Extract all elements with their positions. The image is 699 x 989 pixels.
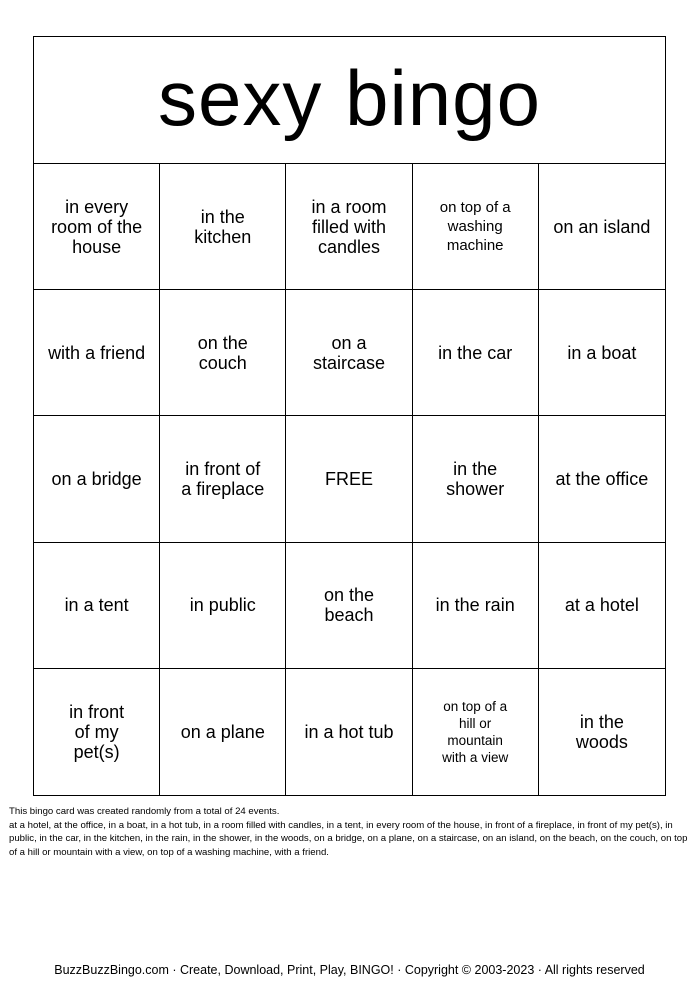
- bingo-cell: [286, 543, 412, 669]
- bingo-cell: [286, 669, 412, 795]
- title-row: [34, 37, 665, 164]
- bingo-cell: [286, 164, 412, 290]
- card-title: sexy bingo: [158, 54, 541, 142]
- bingo-cell: [160, 290, 286, 416]
- bingo-cell: [34, 290, 160, 416]
- free-space: [286, 416, 412, 542]
- bingo-cell: [413, 164, 539, 290]
- cell-text: in the kitchen: [194, 206, 252, 247]
- cell-text: on top of a hill or mountain with a view: [442, 698, 509, 765]
- cell-text: in a tent: [64, 595, 129, 616]
- bingo-cell: [34, 543, 160, 669]
- bingo-cell: [539, 164, 665, 290]
- bingo-cell: [413, 416, 539, 542]
- bingo-cell: [539, 416, 665, 542]
- cell-text: in public: [189, 595, 256, 616]
- cell-text: FREE: [324, 468, 373, 489]
- site-footer: BuzzBuzzBingo.com · Create, Download, Print, Play, BINGO! · Copyright © 2003-2023 · All rights reserved: [54, 963, 645, 977]
- cell-text: in the woods: [575, 711, 628, 752]
- cell-text: on an island: [553, 216, 651, 237]
- cell-text: on a bridge: [51, 468, 142, 489]
- cell-text: on top of a washing machine: [439, 199, 511, 255]
- cell-text: in the car: [438, 342, 513, 363]
- card-info: [9, 805, 693, 859]
- cell-text: with a friend: [48, 342, 146, 363]
- bingo-cell: [539, 669, 665, 795]
- cell-text: in front of my pet(s): [69, 701, 125, 762]
- cell-text: in every room of the house: [51, 196, 143, 257]
- cell-text: in a hot tub: [304, 721, 394, 742]
- bingo-cell: [160, 669, 286, 795]
- created-note: This bingo card was created randomly from a total of 24 events.: [9, 806, 280, 817]
- bingo-cell: [34, 669, 160, 795]
- bingo-cell: [286, 290, 412, 416]
- bingo-cell: [539, 290, 665, 416]
- bingo-cell: [34, 416, 160, 542]
- bingo-cell: [413, 290, 539, 416]
- cell-text: on a plane: [180, 721, 265, 742]
- bingo-cell: [413, 543, 539, 669]
- cell-text: in a room filled with candles: [311, 196, 387, 257]
- cell-text: at the office: [555, 468, 649, 489]
- cell-text: on a staircase: [312, 332, 385, 373]
- cell-text: in the shower: [446, 458, 505, 499]
- cell-text: in the rain: [435, 595, 515, 616]
- cell-text: on the beach: [323, 585, 374, 626]
- bingo-cell: [160, 543, 286, 669]
- cell-text: in front of a fireplace: [181, 458, 265, 499]
- bingo-grid: [34, 164, 665, 795]
- cell-text: on the couch: [197, 332, 248, 373]
- bingo-cell: [34, 164, 160, 290]
- bingo-card: [33, 36, 666, 796]
- bingo-cell: [413, 669, 539, 795]
- bingo-cell: [160, 416, 286, 542]
- bingo-cell: [160, 164, 286, 290]
- cell-text: in a boat: [567, 342, 637, 363]
- cell-text: at a hotel: [564, 595, 639, 616]
- events-list: at a hotel, at the office, in a boat, in a hot tub, in a room filled with candles, in a tent, in every room of the house, in front of a fireplace, in front of my pet(s), in public, in the car, in the kitchen, in the rain, in the shower, in the woods, on a bridge, on a plane, on a staircase, on an island, on the beach, on the couch, on top of a hill or mountain with a view, on top of a washing machine, with a friend.: [9, 819, 688, 858]
- bingo-cell: [539, 543, 665, 669]
